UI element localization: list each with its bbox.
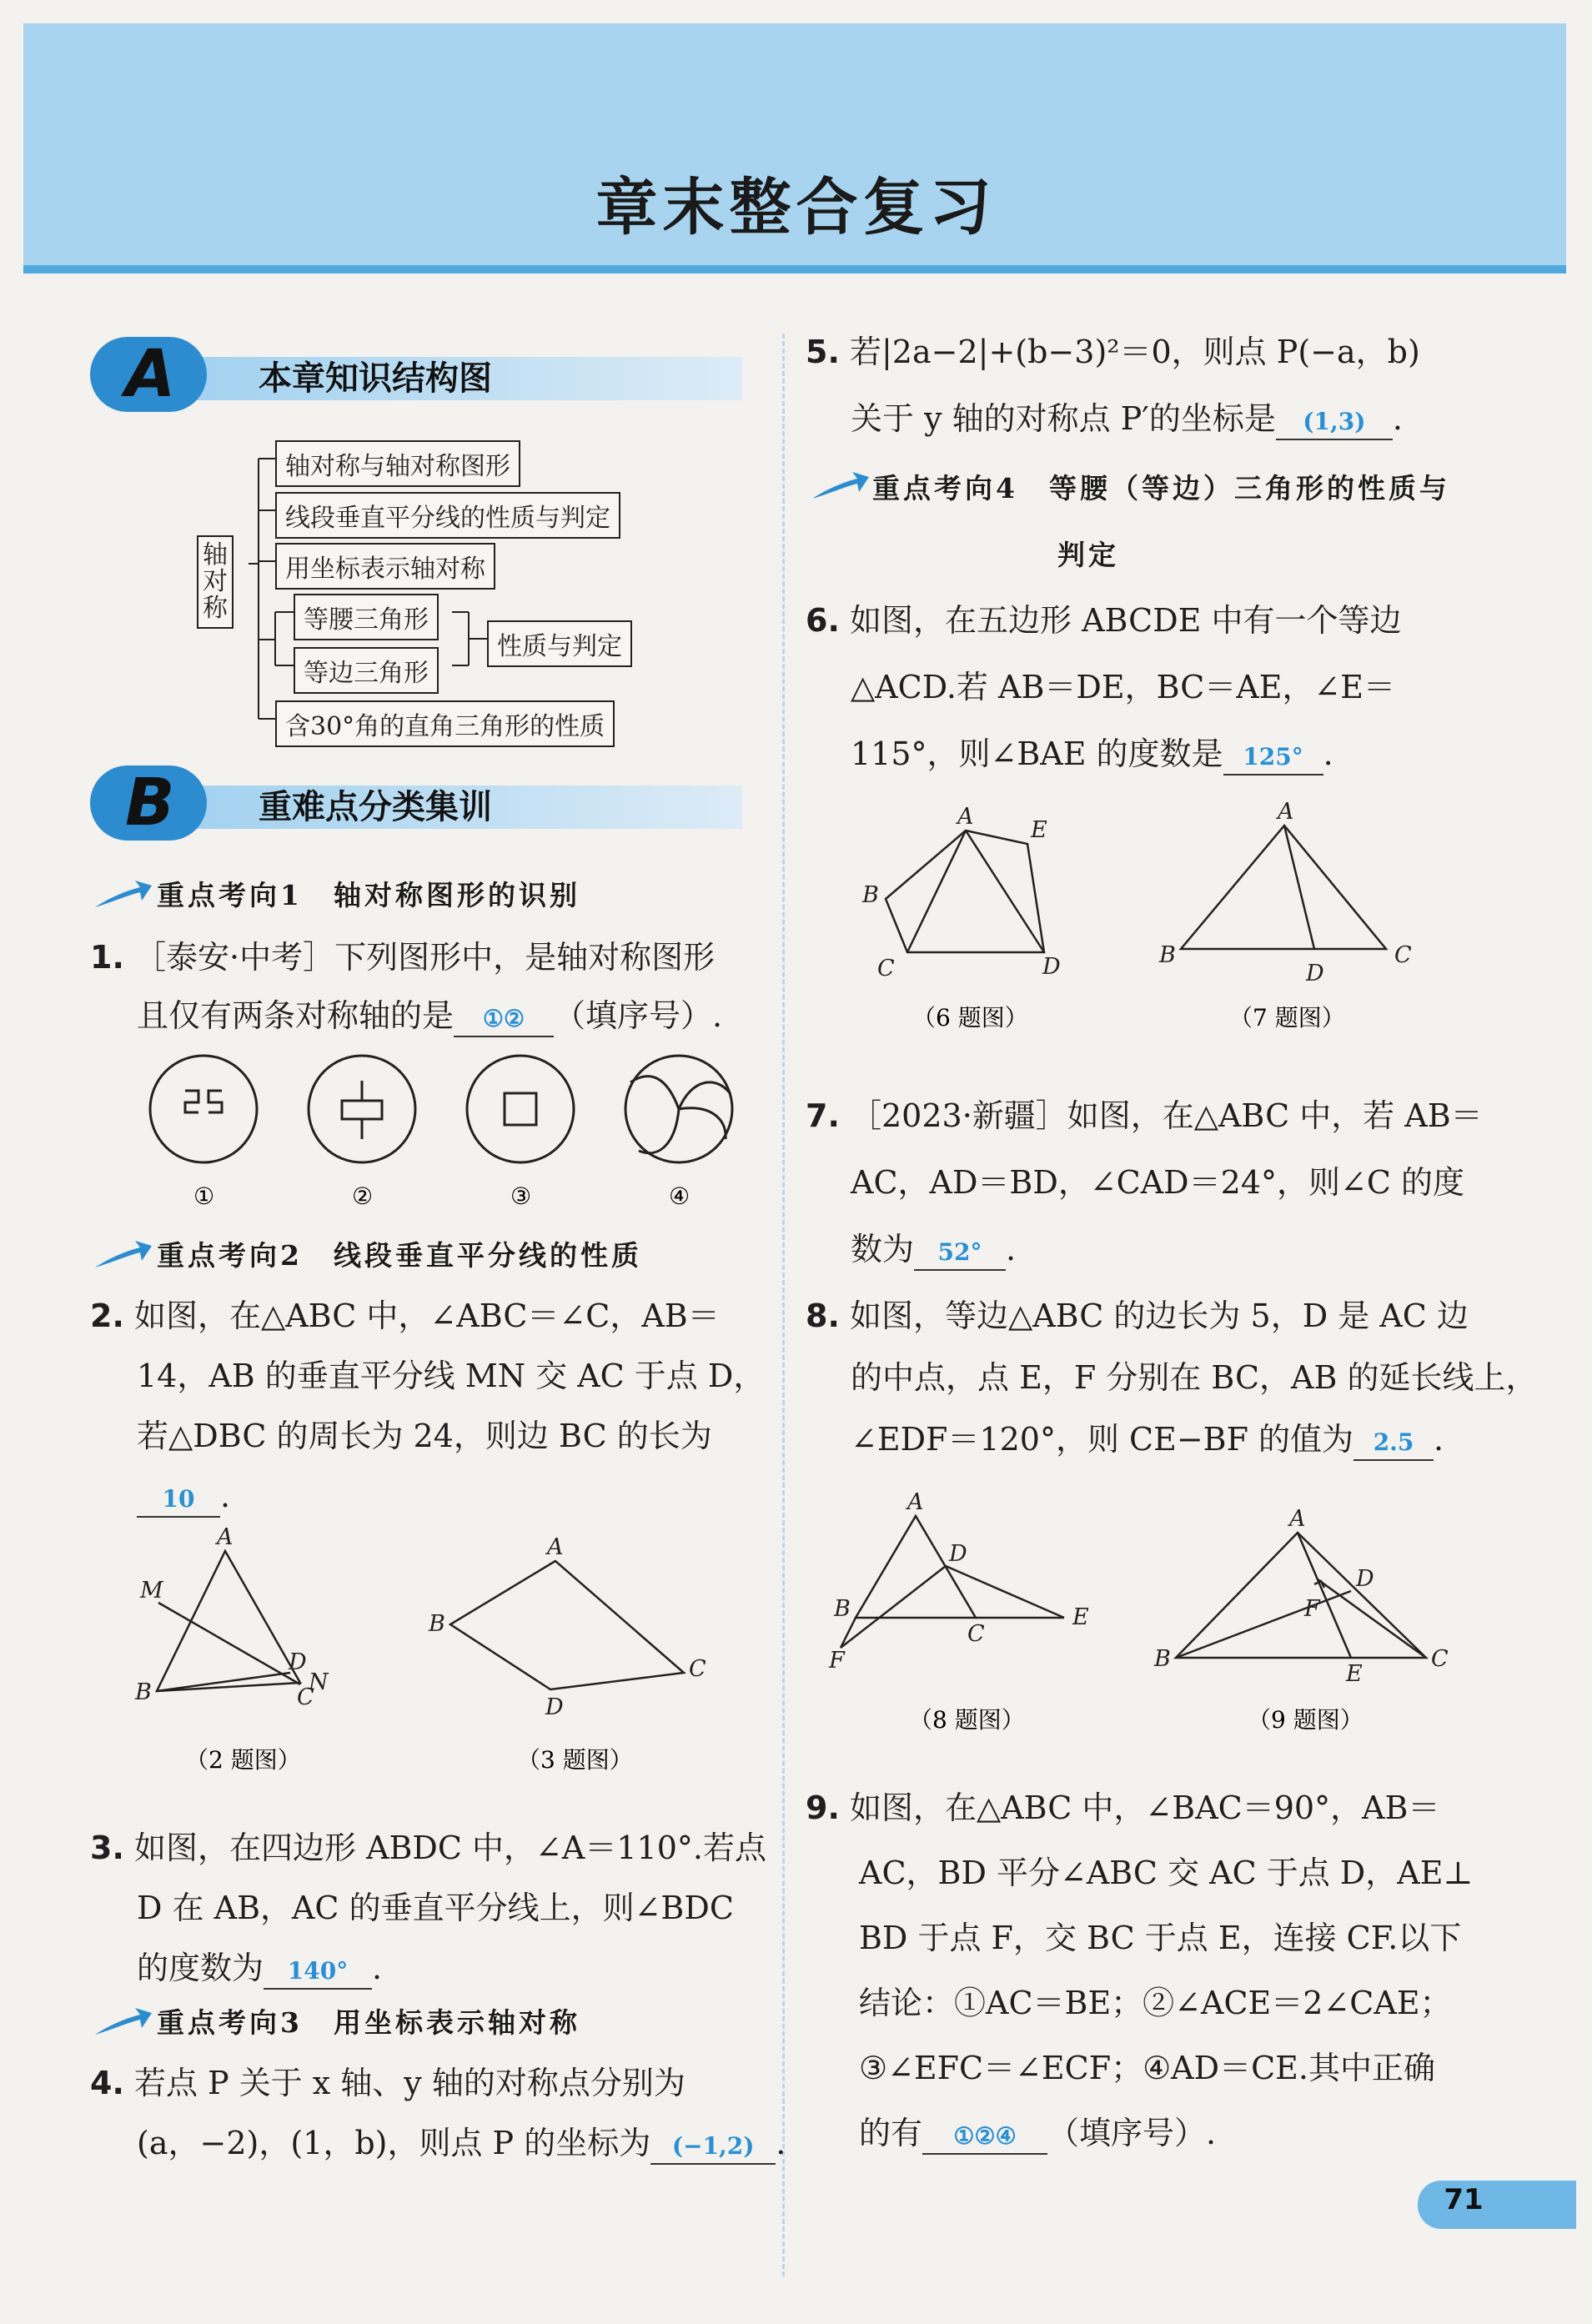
- svg-text:B: B: [429, 1611, 445, 1637]
- line-bd: [1176, 1591, 1351, 1658]
- line-ae: [1298, 1533, 1351, 1658]
- q9-line2: AC，BD 平分∠ABC 交 AC 于点 D，AE⊥: [859, 1855, 1474, 1891]
- q1-figure-4-swirl: [630, 1077, 731, 1153]
- arrow-icon: [811, 469, 871, 502]
- section-b-letter: B: [125, 765, 175, 841]
- page-title: 章末整合复习: [595, 172, 997, 243]
- line-bd: [157, 1673, 290, 1691]
- triangle-abc: [157, 1551, 300, 1691]
- svg-text:B: B: [834, 1596, 851, 1622]
- fig6-caption: （6 题图）: [912, 1004, 1028, 1031]
- svg-text:D: D: [1306, 961, 1324, 986]
- tree-item-equilateral: 等边三角形: [294, 647, 439, 694]
- q3-line3: 的度数为 140° .: [137, 1936, 382, 2000]
- q4-answer: (−1,2): [650, 2130, 776, 2165]
- q1-label-1: ①: [193, 1182, 215, 1210]
- fig7-caption: （7 题图）: [1229, 1004, 1345, 1031]
- q8-line3: ∠EDF＝120°，则 CE−BF 的值为 2.5 .: [851, 1408, 1444, 1471]
- svg-text:D: D: [545, 1694, 564, 1720]
- section-b-title: 重难点分类集训: [259, 788, 492, 826]
- arrow-icon: [93, 877, 153, 911]
- page-number: 71: [1444, 2183, 1484, 2216]
- svg-text:A: A: [1278, 799, 1294, 825]
- svg-text:B: B: [1159, 942, 1176, 968]
- fig9-caption: （9 题图）: [1248, 1706, 1363, 1734]
- svg-text:B: B: [135, 1679, 152, 1705]
- pentagon-abcde: [886, 831, 1044, 952]
- q7-line1: 7. ［2023·新疆］如图，在△ABC 中，若 AB＝: [806, 1097, 1483, 1134]
- q5-answer: (1,3): [1276, 405, 1393, 440]
- q5-line1: 5. 若|2a−2|+(b−3)²＝0，则点 P(−a，b): [806, 334, 1420, 370]
- q1-figure-3-square: [505, 1093, 536, 1125]
- q1-label-2: ②: [352, 1182, 374, 1210]
- figure-q9: [1151, 1493, 1449, 1743]
- svg-text:A: A: [547, 1534, 564, 1560]
- q4-line1: 4. 若点 P 关于 x 轴、y 轴的对称点分别为: [90, 2065, 686, 2101]
- tree-item-properties: 性质与判定: [487, 620, 632, 667]
- arrow-icon: [93, 2005, 153, 2038]
- arrow-icon: [93, 1237, 153, 1271]
- line-de: [946, 1566, 1064, 1618]
- svg-text:C: C: [1431, 1646, 1449, 1672]
- svg-text:F: F: [829, 1648, 845, 1674]
- q9-line6: 的有 ①②④ （填序号）.: [859, 2101, 1216, 2165]
- svg-text:A: A: [1289, 1506, 1306, 1532]
- fig3-caption: （3 题图）: [517, 1746, 633, 1774]
- figure-q6: [842, 801, 1117, 1042]
- tree-item-30-degree: 含30°角的直角三角形的性质: [275, 700, 615, 747]
- figure-q8: [826, 1489, 1109, 1743]
- q8-line2: 的中点，点 E，F 分别在 BC，AB 的延长线上，: [851, 1359, 1538, 1396]
- tree-item-isosceles: 等腰三角形: [294, 594, 439, 640]
- q2-answer: 10: [137, 1483, 220, 1518]
- section-a-title: 本章知识结构图: [259, 359, 492, 398]
- q1-number: 1.: [90, 939, 124, 976]
- q7-line3: 数为 52° .: [851, 1217, 1016, 1281]
- tree-item-perpendicular-bisector: 线段垂直平分线的性质与判定: [275, 492, 620, 539]
- q9-line3: BD 于点 F，交 BC 于点 E，连接 CF.以下: [859, 1920, 1462, 1956]
- svg-text:M: M: [140, 1578, 163, 1604]
- svg-text:A: A: [907, 1489, 924, 1515]
- q8-line1: 8. 如图，等边△ABC 的边长为 5，D 是 AC 边: [806, 1298, 1469, 1334]
- kp2-heading: 重点考向2 线段垂直平分线的性质: [157, 1239, 642, 1272]
- q1-figure-1-pattern: [185, 1091, 222, 1112]
- svg-text:A: A: [217, 1524, 234, 1550]
- svg-text:C: C: [1394, 942, 1412, 968]
- svg-text:E: E: [1031, 817, 1047, 843]
- kp4-heading-line1: 重点考向4 等腰（等边）三角形的性质与: [872, 472, 1450, 504]
- q9-line5: ③∠EFC＝∠ECF；④AD＝CE.其中正确: [859, 2050, 1435, 2086]
- tree-root: 轴对称: [197, 535, 234, 629]
- q6-line1: 6. 如图，在五边形 ABCDE 中有一个等边: [806, 602, 1402, 639]
- q6-answer: 125°: [1223, 740, 1323, 776]
- q6-line2: △ACD.若 AB＝DE，BC＝AE，∠E＝: [851, 669, 1396, 705]
- q3-line1: 3. 如图，在四边形 ABDC 中，∠A＝110°.若点: [90, 1830, 766, 1866]
- column-divider: [782, 334, 785, 2276]
- line-bf: [841, 1618, 856, 1648]
- q1-figures: [133, 1052, 751, 1211]
- svg-text:B: B: [1154, 1646, 1171, 1672]
- svg-text:C: C: [689, 1656, 706, 1682]
- svg-text:N: N: [309, 1669, 329, 1695]
- figure-q3: [417, 1526, 734, 1784]
- fig2-caption: （2 题图）: [185, 1746, 301, 1774]
- svg-text:E: E: [1072, 1604, 1089, 1630]
- tree-item-coordinates: 用坐标表示轴对称: [275, 543, 495, 590]
- q3-answer: 140°: [264, 1955, 372, 1990]
- q4-line2: (a，−2)，(1，b)，则点 P 的坐标为 (−1,2) .: [137, 2111, 786, 2175]
- kp4-heading-line2: 判定: [1057, 539, 1119, 571]
- kp1-heading: 重点考向1 轴对称图形的识别: [157, 879, 580, 911]
- q7-answer: 52°: [914, 1236, 1006, 1271]
- quadrilateral-abdc: [450, 1561, 684, 1689]
- q2-line4: 10 .: [137, 1464, 230, 1528]
- q1-label-3: ③: [510, 1182, 532, 1210]
- line-df: [841, 1566, 946, 1648]
- svg-text:C: C: [877, 956, 895, 981]
- fig8-caption: （8 题图）: [909, 1706, 1025, 1734]
- q1-label-4: ④: [669, 1182, 691, 1210]
- svg-text:B: B: [862, 882, 879, 908]
- tree-item-axial-symmetry: 轴对称与轴对称图形: [275, 440, 520, 487]
- kp3-heading: 重点考向3 用坐标表示轴对称: [157, 2006, 580, 2039]
- q8-answer: 2.5: [1353, 1426, 1434, 1461]
- figure-q7: [1151, 801, 1426, 1042]
- svg-text:A: A: [957, 804, 974, 830]
- section-a-letter: A: [125, 337, 176, 412]
- q2-line3: 若△DBC 的周长为 24，则边 BC 的长为: [137, 1418, 712, 1454]
- q2-line1: 2. 如图，在△ABC 中，∠ABC＝∠C，AB＝: [90, 1298, 720, 1334]
- svg-text:D: D: [289, 1649, 307, 1675]
- q1-line1: 1. ［泰安·中考］下列图形中，是轴对称图形: [90, 939, 716, 976]
- q1-figure-1: [150, 1056, 257, 1162]
- q9-answer: ①②④: [922, 2120, 1047, 2155]
- q7-line2: AC，AD＝BD，∠CAD＝24°，则∠C 的度: [851, 1164, 1464, 1201]
- triangle-abc: [1176, 1533, 1426, 1658]
- svg-text:F: F: [1304, 1596, 1320, 1622]
- q5-line2: 关于 y 轴的对称点 P′的坐标是 (1,3) .: [851, 387, 1403, 450]
- figure-q2: [125, 1526, 359, 1784]
- q1-figure-3: [467, 1056, 574, 1162]
- triangle-abc: [856, 1516, 976, 1618]
- q1-figure-2: [309, 1056, 415, 1162]
- q2-line2: 14，AB 的垂直平分线 MN 交 AC 于点 D，: [137, 1358, 766, 1394]
- q1-answer: ①②: [454, 1002, 554, 1037]
- svg-text:C: C: [297, 1684, 314, 1710]
- q9-line1: 9. 如图，在△ABC 中，∠BAC＝90°，AB＝: [806, 1789, 1440, 1826]
- q3-line2: D 在 AB，AC 的垂直平分线上，则∠BDC: [137, 1890, 734, 1926]
- svg-text:D: D: [949, 1541, 967, 1567]
- svg-text:C: C: [967, 1621, 985, 1647]
- q9-line4: 结论：①AC＝BE；②∠ACE＝2∠CAE；: [859, 1985, 1452, 2021]
- q6-line3: 115°，则∠BAE 的度数是 125° .: [851, 722, 1333, 786]
- q1-line2: 且仅有两条对称轴的是 ①② （填序号）.: [137, 984, 722, 1047]
- svg-text:D: D: [1356, 1566, 1374, 1592]
- triangle-abc: [1181, 826, 1386, 949]
- q1-figure-2-rect: [342, 1101, 382, 1119]
- svg-text:E: E: [1346, 1661, 1363, 1687]
- svg-text:D: D: [1042, 954, 1061, 980]
